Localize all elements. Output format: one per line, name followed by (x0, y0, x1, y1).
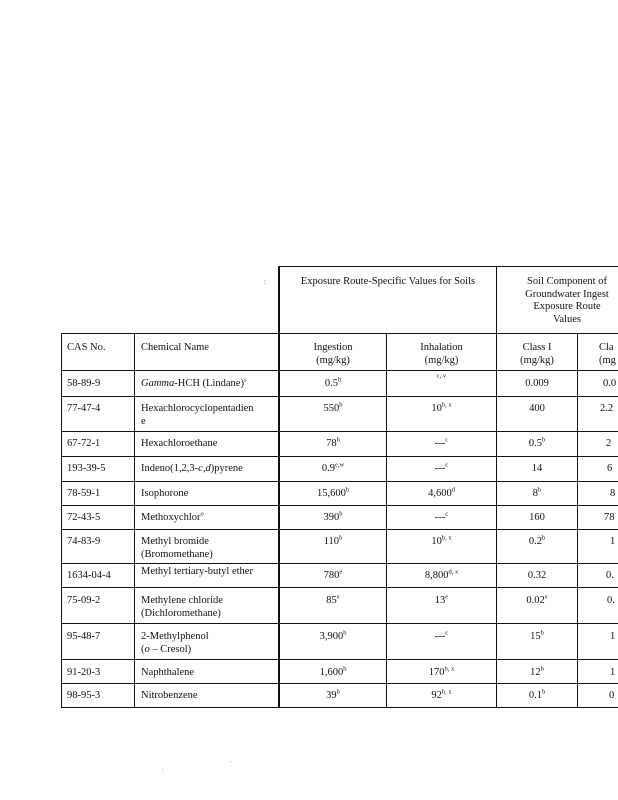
class2-value: 0. (607, 595, 615, 606)
soil-component-group-header: Soil Component of Groundwater Ingest Exposure Route Values (525, 276, 609, 325)
cas-no: 98-95-3 (67, 690, 101, 701)
class2-value: 8 (610, 488, 616, 499)
class1-value: 14 (531, 463, 543, 474)
inhalation-value: ---$^c$ (434, 461, 449, 474)
class1-value: 0.009 (525, 378, 549, 389)
chemical-name: Nitrobenzene (141, 690, 198, 701)
ingestion-value: 85e (326, 593, 340, 606)
inhalation-value: 170$^{b, x}$ (428, 665, 455, 678)
inhalation-value: 8,800$^{d, x}$ (424, 568, 459, 581)
chemical-name: Methyl tertiary-butyl ether (141, 566, 253, 577)
ingestion-value: 3,900$^b$ (319, 629, 347, 642)
class2-value: 78 (604, 512, 615, 523)
ingestion-value: 110$^b$ (323, 534, 343, 547)
class1-value: 160 (529, 512, 545, 523)
scan-mark: : (264, 278, 266, 286)
chemical-name: Gamma-HCH (Lindane)$^s$ (141, 376, 247, 389)
ingestion-value: 39$^b$ (326, 688, 340, 701)
class1-value: 12$^b$ (530, 665, 544, 678)
cas-no: 95-48-7 (67, 631, 101, 642)
inhalation-value: 10$^{b, x}$ (431, 534, 452, 547)
class2-value: 1 (610, 536, 616, 547)
ingestion-value: 390$^b$ (323, 510, 343, 523)
cas-no: 74-83-9 (67, 536, 101, 547)
chemical-name: Methylene chloride (Dichloromethane) (141, 595, 223, 619)
inhalation-value: ---$^c$ (434, 436, 449, 449)
class1-value: 15$^b$ (530, 629, 544, 642)
col-header-class2: Cla (mg (599, 342, 616, 366)
ingestion-value: 780e (323, 568, 343, 581)
class1-value: 0.02e (526, 593, 548, 606)
cas-no: 193-39-5 (67, 463, 106, 474)
ingestion-value: 78$^b$ (326, 436, 340, 449)
class1-value: 8$^b$ (532, 486, 542, 499)
chemical-name: 2-Methylphenol (o – Cresol) (141, 631, 209, 655)
cas-no: 72-43-5 (67, 512, 101, 523)
class1-value: 0.5$^b$ (528, 436, 546, 449)
chemical-name: Isophorone (141, 488, 189, 499)
col-header-class1: Class I (mg/kg) (520, 342, 554, 366)
class2-value: 0. (606, 570, 614, 581)
cas-no: 1634-04-4 (67, 570, 111, 581)
class2-value: 6 (607, 463, 613, 474)
ingestion-value: 15,600$^b$ (316, 486, 350, 499)
class2-value: 2 (606, 438, 612, 449)
class2-value: 1 (610, 631, 616, 642)
class1-value: 0.2$^b$ (528, 534, 546, 547)
col-header-ingestion: Ingestion (mg/kg) (313, 342, 353, 366)
chemical-name: Hexachloroethane (141, 438, 218, 449)
ingestion-value: 0.9$^{e,w}$ (321, 461, 345, 474)
class1-value: 0.32 (527, 570, 547, 581)
ingestion-value: 0.5$^b$ (324, 376, 342, 389)
cas-no: 58-89-9 (67, 378, 101, 389)
class2-value: 1 (610, 667, 616, 678)
cas-no: 75-09-2 (67, 595, 101, 606)
ingestion-value: 1,600$^b$ (319, 665, 347, 678)
chemical-name: Indeno(1,2,3-c,d)pyrene (141, 463, 243, 474)
chemical-name: Methoxychlor$^o$ (141, 510, 204, 523)
inhalation-value: ---$^c$ (434, 629, 449, 642)
scan-mark: . (230, 756, 232, 764)
chemical-name: Naphthalene (141, 667, 195, 678)
class2-value: 0.0 (603, 378, 617, 389)
col-header-inhalation: Inhalation (mg/kg) (420, 342, 463, 366)
ingestion-value: 550$^b$ (323, 401, 343, 414)
col-header-name: Chemical Name (141, 342, 209, 353)
cas-no: 78-59-1 (67, 488, 101, 499)
class1-value: 400 (529, 403, 545, 414)
scan-mark: . (162, 764, 164, 772)
inhalation-value: ---$^c$ (434, 510, 449, 523)
exposure-group-header: Exposure Route-Specific Values for Soils (300, 276, 476, 287)
inhalation-value: 92$^{b, x}$ (431, 688, 452, 701)
col-header-cas: CAS No. (67, 342, 106, 353)
class2-value: 0 (609, 690, 615, 701)
cas-no: 67-72-1 (67, 438, 101, 449)
inhalation-value: 13e (434, 593, 449, 606)
class1-value: 0.1$^b$ (528, 688, 546, 701)
inhalation-value: 4,600$^d$ (428, 486, 455, 499)
cas-no: 77-47-4 (67, 403, 101, 414)
class2-value: 2.2 (600, 403, 614, 414)
chemical-name: Methyl bromide (Bromomethane) (141, 536, 213, 560)
inhalation-value: c, v (436, 372, 447, 380)
cas-no: 91-20-3 (67, 667, 101, 678)
inhalation-value: 10$^{b, x}$ (431, 401, 452, 414)
chemical-name: Hexachlorocyclopentadien e (141, 403, 254, 427)
